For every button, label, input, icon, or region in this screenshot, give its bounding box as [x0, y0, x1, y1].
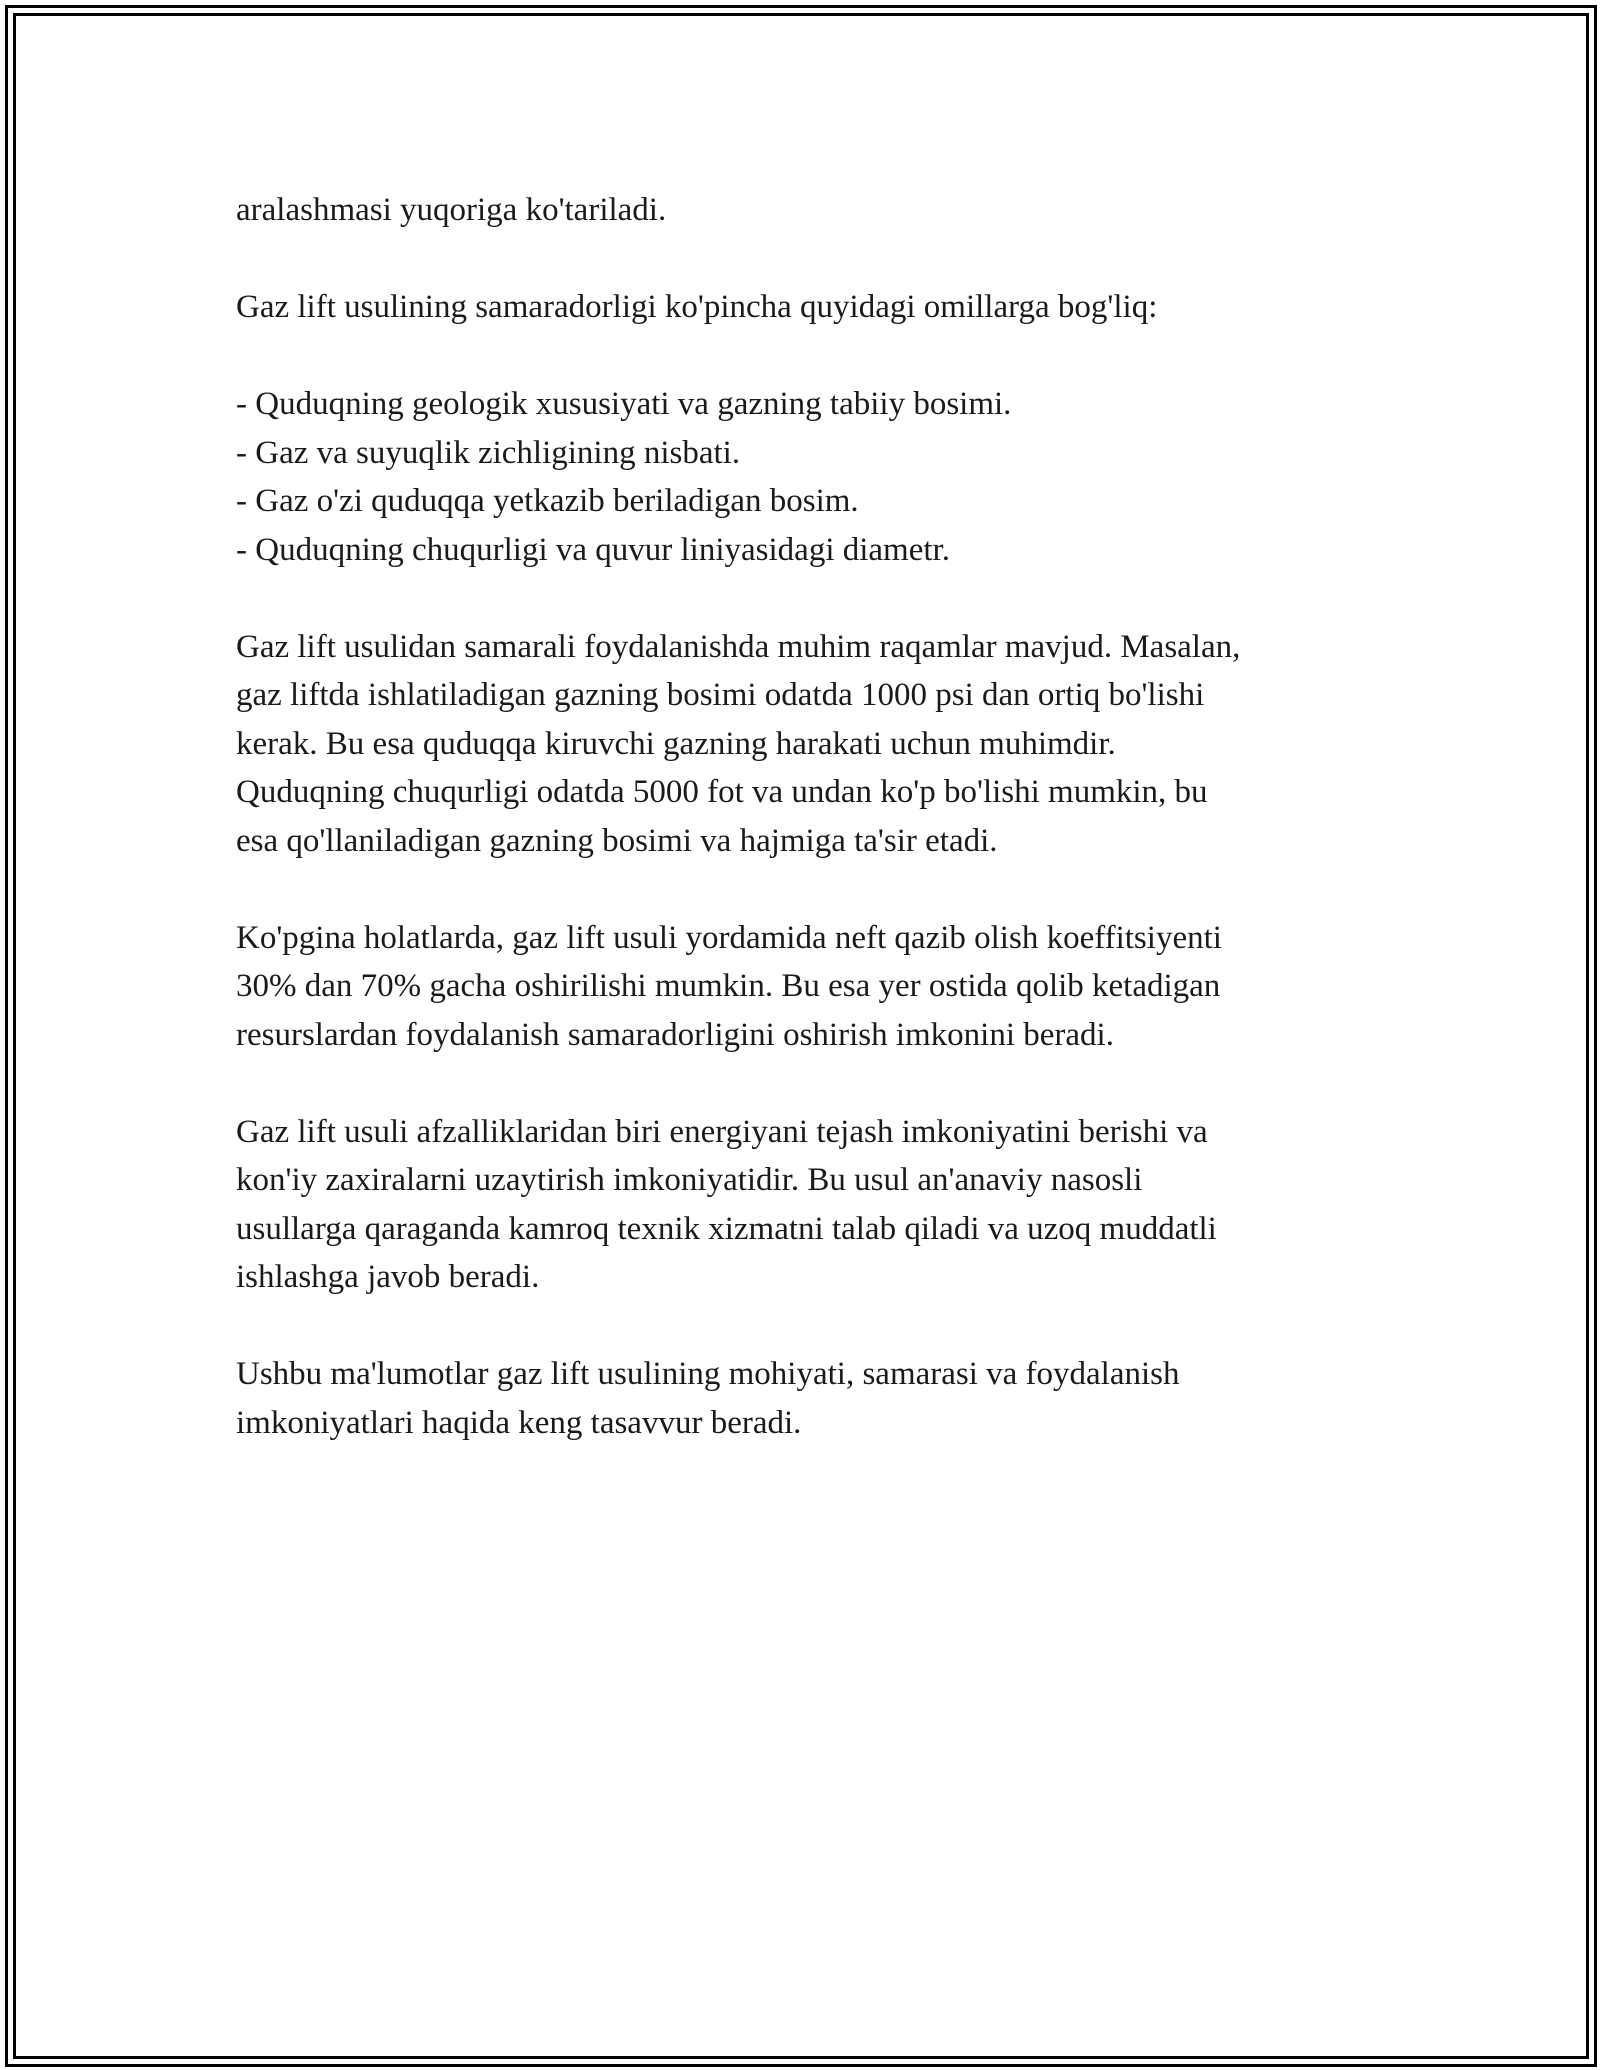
paragraph-gap: [236, 1059, 1366, 1108]
text-line: resurslardan foydalanish samaradorligini oshirish imkonini beradi.: [236, 1016, 1114, 1053]
paragraph-numbers: [236, 623, 1366, 866]
factors-list: [236, 380, 1366, 574]
text-line: ishlashga javob beradi.: [236, 1259, 540, 1295]
text-line: aralashmasi yuqoriga ko'tariladi.: [236, 192, 667, 228]
list-item: - Quduqning geologik xususiyati va gazning tabiiy bosimi.: [236, 386, 1012, 422]
text-line: gaz liftda ishlatiladigan gazning bosimi odatda 1000 psi dan ortiq bo'lishi: [236, 677, 1205, 713]
list-item: - Gaz o'zi quduqqa yetkazib beriladigan bosim.: [236, 483, 859, 519]
text-line: imkoniyatlari haqida keng tasavvur beradi.: [236, 1404, 802, 1441]
text-line: usullarga qaraganda kamroq texnik xizmatni talab qiladi va uzoq muddatli: [236, 1210, 1217, 1247]
paragraph-gap: [236, 332, 1366, 381]
text-line: Gaz lift usulining samaradorligi ko'pincha quyidagi omillarga bog'liq:: [236, 289, 1158, 325]
paragraph-factors-intro: [236, 283, 1366, 332]
text-line: esa qo'llaniladigan gazning bosimi va hajmiga ta'sir etadi.: [236, 822, 998, 859]
paragraph-advantages: [236, 1108, 1366, 1302]
document-body: [236, 186, 1366, 1447]
list-item: - Quduqning chuqurligi va quvur liniyasidagi diametr.: [236, 531, 950, 568]
paragraph-gap: [236, 235, 1366, 284]
paragraph-gap: [236, 574, 1366, 623]
list-item: - Gaz va suyuqlik zichligining nisbati.: [236, 434, 741, 471]
text-line: Gaz lift usuli afzalliklaridan biri energiyani tejash imkoniyatini berishi va: [236, 1113, 1208, 1150]
paragraph-conclusion: [236, 1350, 1366, 1447]
paragraph-recovery: [236, 914, 1366, 1060]
text-line: Ko'pgina holatlarda, gaz lift usuli yordamida neft qazib olish koeffitsiyenti: [236, 919, 1222, 956]
paragraph-continuation: [236, 186, 1366, 235]
text-line: kon'iy zaxiralarni uzaytirish imkoniyatidir. Bu usul an'anaviy nasosli: [236, 1162, 1143, 1198]
text-line: Quduqning chuqurligi odatda 5000 fot va undan ko'p bo'lishi mumkin, bu: [236, 774, 1208, 810]
text-line: Ushbu ma'lumotlar gaz lift usulining mohiyati, samarasi va foydalanish: [236, 1356, 1180, 1392]
paragraph-gap: [236, 1302, 1366, 1351]
text-line: 30% dan 70% gacha oshirilishi mumkin. Bu esa yer ostida qolib ketadigan: [236, 968, 1221, 1004]
text-line: Gaz lift usulidan samarali foydalanishda muhim raqamlar mavjud. Masalan,: [236, 628, 1241, 665]
text-line: kerak. Bu esa quduqqa kiruvchi gazning harakati uchun muhimdir.: [236, 725, 1116, 762]
paragraph-gap: [236, 865, 1366, 914]
